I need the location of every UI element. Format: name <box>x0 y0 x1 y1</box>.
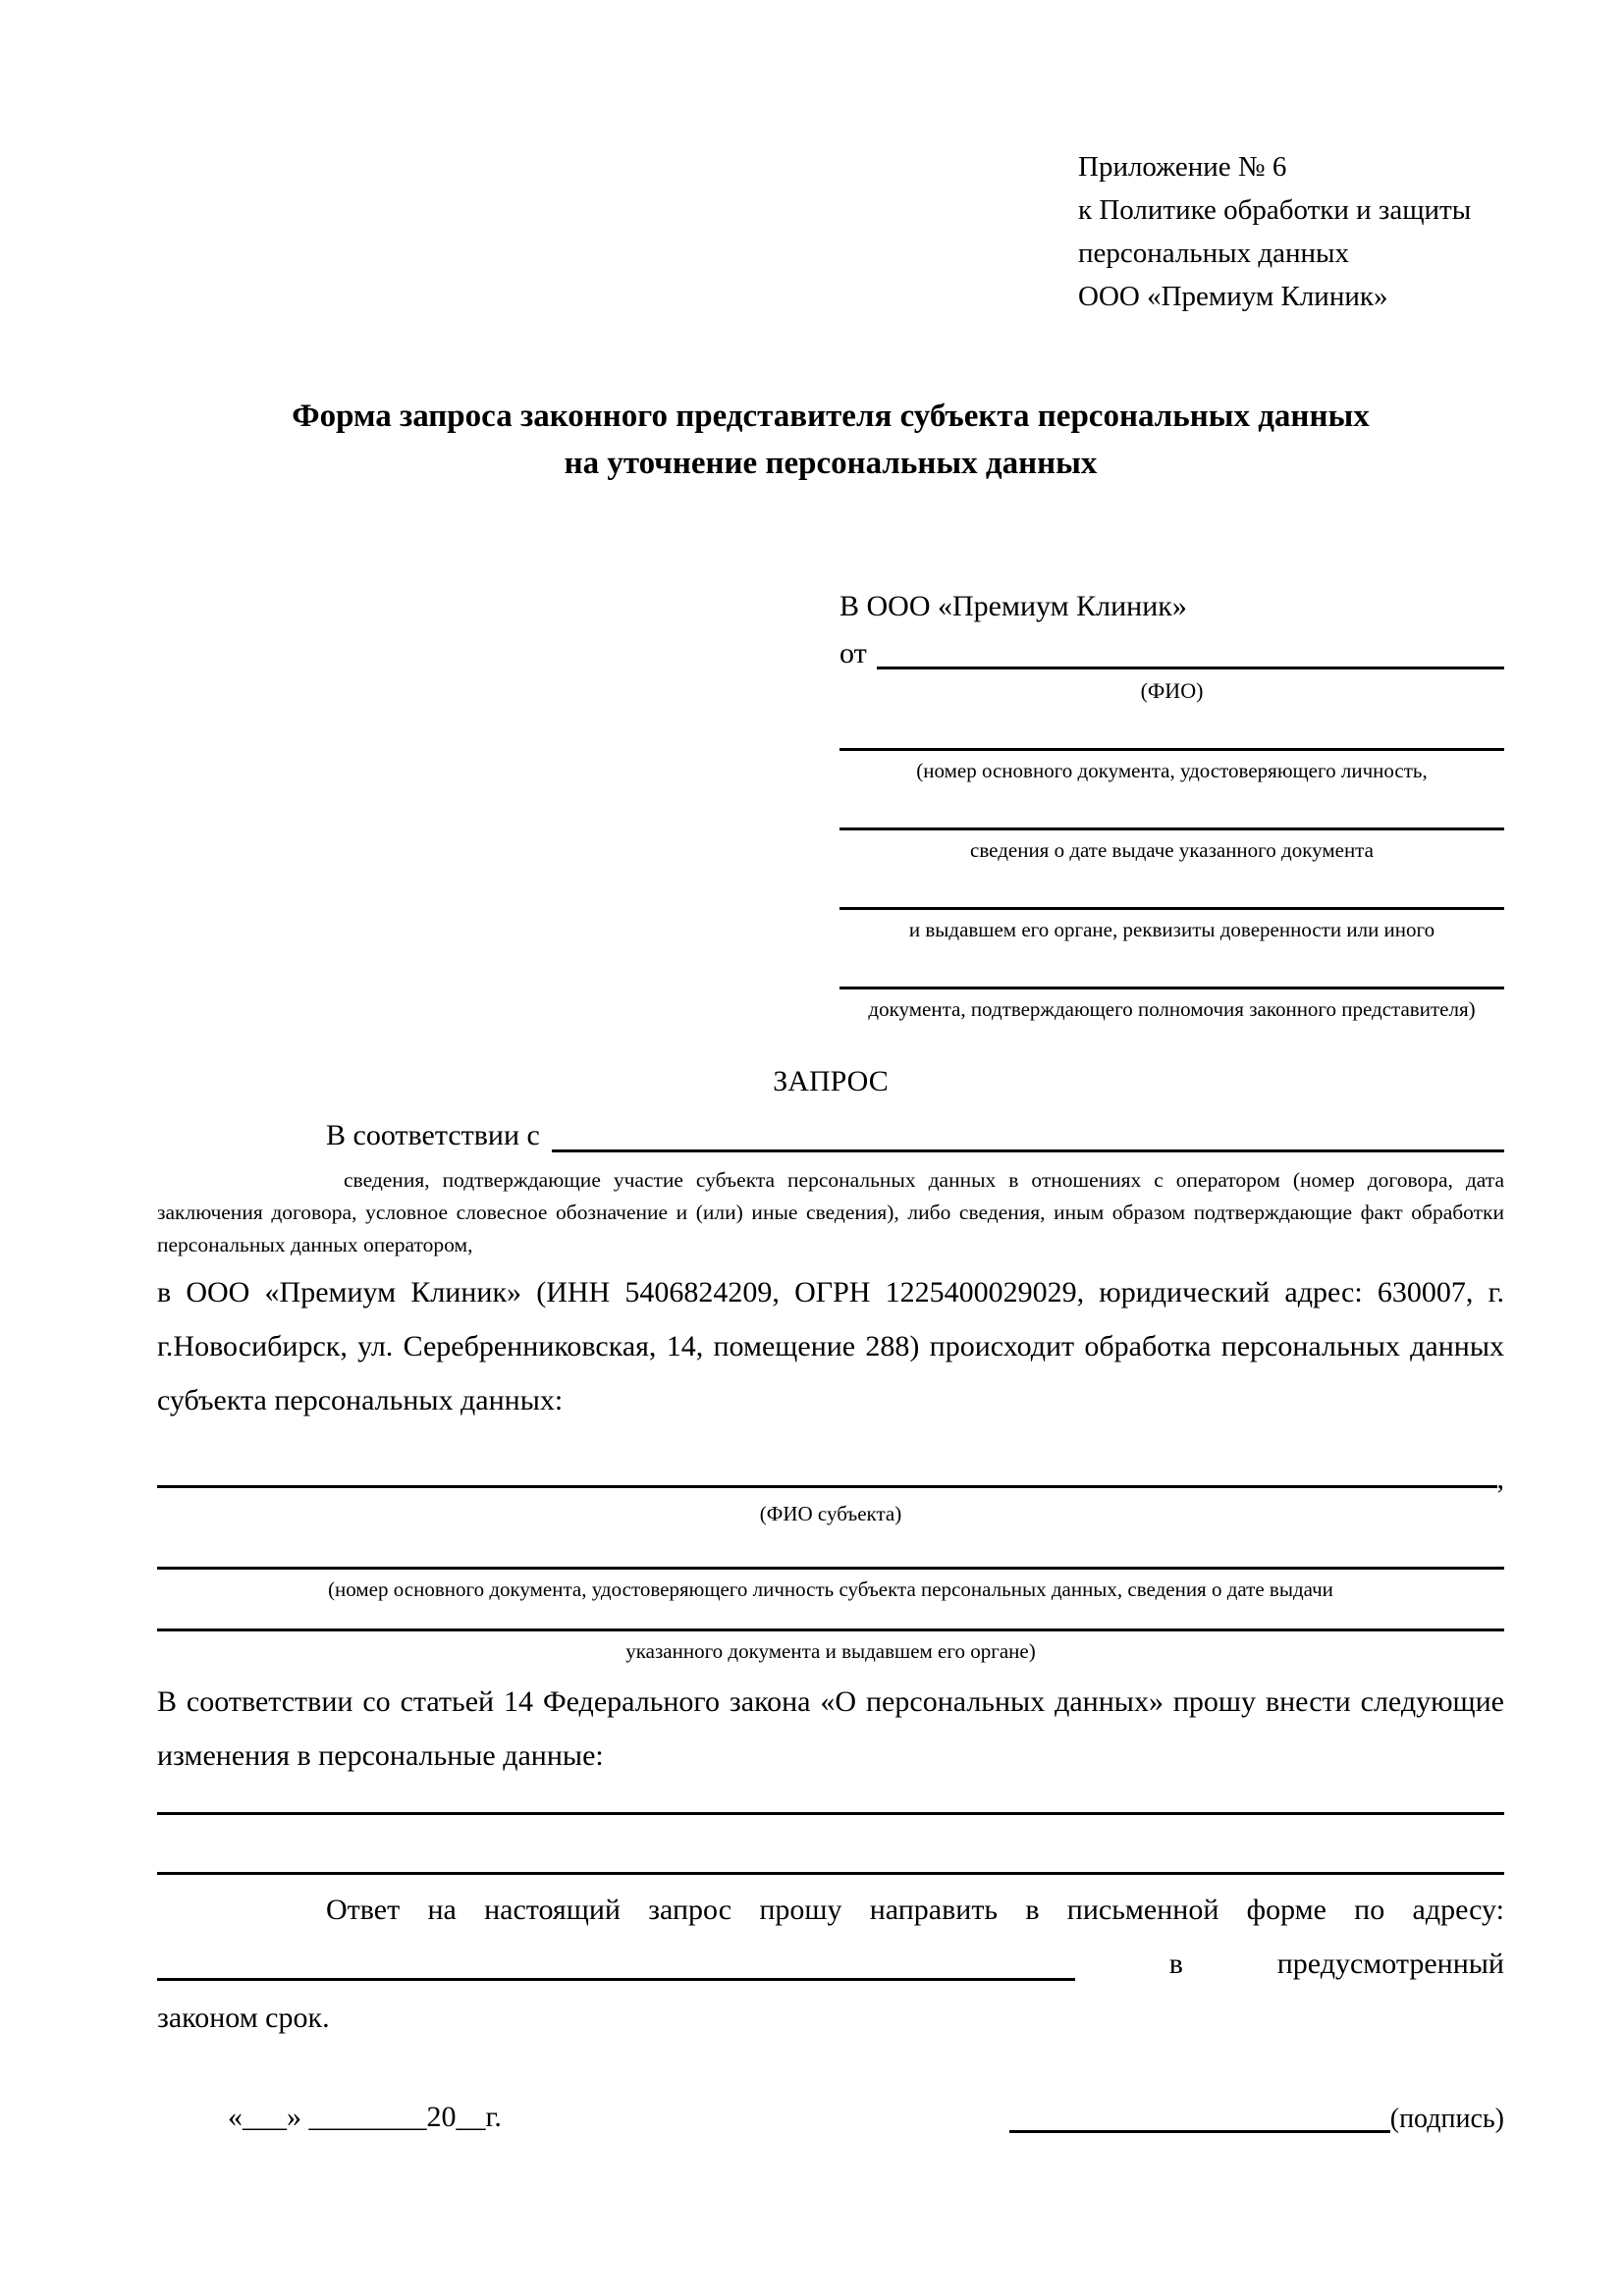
reply-tail: законом срок. <box>157 2002 330 2034</box>
address-blank-line <box>157 1978 1075 1981</box>
accordance-row <box>157 1113 1504 1158</box>
from-row <box>839 628 1504 675</box>
appendix-block <box>1078 145 1504 318</box>
fio-blank-line <box>877 667 1504 669</box>
blank-line <box>839 828 1504 830</box>
footer-row <box>157 2096 1504 2139</box>
subject-fio-caption-group <box>157 1500 1504 1527</box>
document-title-line-2: на уточнение персональных данных <box>564 446 1098 481</box>
field-caption: сведения о дате выдаче указанного документа <box>970 838 1374 862</box>
document-title-line-1: Форма запроса законного представителя субъекта персональных данных <box>292 399 1370 434</box>
blank-line <box>839 748 1504 751</box>
subject-fio-caption: (ФИО субъекта) <box>759 1502 902 1525</box>
accordance-note: сведения, подтверждающие участие субъекта персональных данных в отношениях с оператором (номер договора, дата заключения договора, условное словесное обозначение и (или) иные сведения), либо сведения, иным образом подтверждающие факт обработки персональных данных оператором, <box>157 1168 1504 1256</box>
field-caption: указанного документа и выдавшем его органе) <box>625 1639 1036 1663</box>
fio-caption: (ФИО) <box>1140 678 1204 703</box>
request-heading: ЗАПРОС <box>773 1065 889 1097</box>
subject-document-field-2 <box>157 1629 1504 1665</box>
changes-blank-line-1 <box>157 1812 1504 1815</box>
addressee-organization: В ООО «Премиум Клиник» <box>839 590 1187 622</box>
appendix-line-4: ООО «Премиум Клиник» <box>1078 281 1388 312</box>
document-number-field <box>839 748 1504 784</box>
accordance-prefix: В соответствии с <box>326 1119 540 1151</box>
subject-fio-row <box>157 1465 1504 1494</box>
field-caption: (номер основного документа, удостоверяющего личность субъекта персональных данных, сведения о дате выдачи <box>328 1577 1333 1601</box>
signature-blank-line <box>1009 2130 1390 2133</box>
blank-line <box>157 1629 1504 1631</box>
document-title <box>157 393 1504 487</box>
law-paragraph: В соответствии со статьей 14 Федерального закона «О персональных данных» прошу внести следующие изменения в персональные данные: <box>157 1685 1504 1772</box>
field-caption: документа, подтверждающего полномочия законного представителя) <box>868 997 1476 1021</box>
operator-paragraph: в ООО «Премиум Клиник» (ИНН 5406824209, ОГРН 1225400029029, юридический адрес: 630007, г. г.Новосибирск, ул. Серебренниковская, 14, помещение 288) происходит обработка персональных данных субъекта персональных данных: <box>157 1276 1504 1416</box>
blank-line <box>157 1567 1504 1570</box>
changes-blank-line-2 <box>157 1872 1504 1875</box>
reply-address-row <box>157 1937 1504 1991</box>
trailing-comma: , <box>1496 1463 1504 1495</box>
reply-word-stipulated: предусмотренный <box>1276 1948 1504 1980</box>
authority-document-field <box>839 987 1504 1023</box>
date-blank-line: «___» ________20__г. <box>228 2101 502 2133</box>
issue-date-field <box>839 828 1504 864</box>
reply-sentence: Ответ на настоящий запрос прошу направить в письменной форме по адресу: <box>326 1894 1504 1926</box>
addressee-block <box>839 585 1504 1023</box>
appendix-line-1: Приложение № 6 <box>1078 151 1287 183</box>
from-label: от <box>839 637 867 669</box>
signature-group <box>1009 2100 1504 2139</box>
appendix-line-2: к Политике обработки и защиты <box>1078 194 1472 226</box>
subject-document-field <box>157 1567 1504 1603</box>
signature-caption: (подпись) <box>1389 2104 1504 2134</box>
blank-line <box>839 987 1504 989</box>
issuing-authority-field <box>839 907 1504 943</box>
blank-line <box>839 907 1504 910</box>
field-caption: и выдавшем его органе, реквизиты доверенности или иного <box>908 918 1435 941</box>
accordance-blank-line <box>552 1149 1504 1152</box>
field-caption: (номер основного документа, удостоверяющего личность, <box>916 759 1428 782</box>
subject-fio-blank-line <box>157 1485 1497 1488</box>
reply-word-in: в <box>1168 1948 1183 1980</box>
appendix-line-3: персональных данных <box>1078 238 1350 269</box>
